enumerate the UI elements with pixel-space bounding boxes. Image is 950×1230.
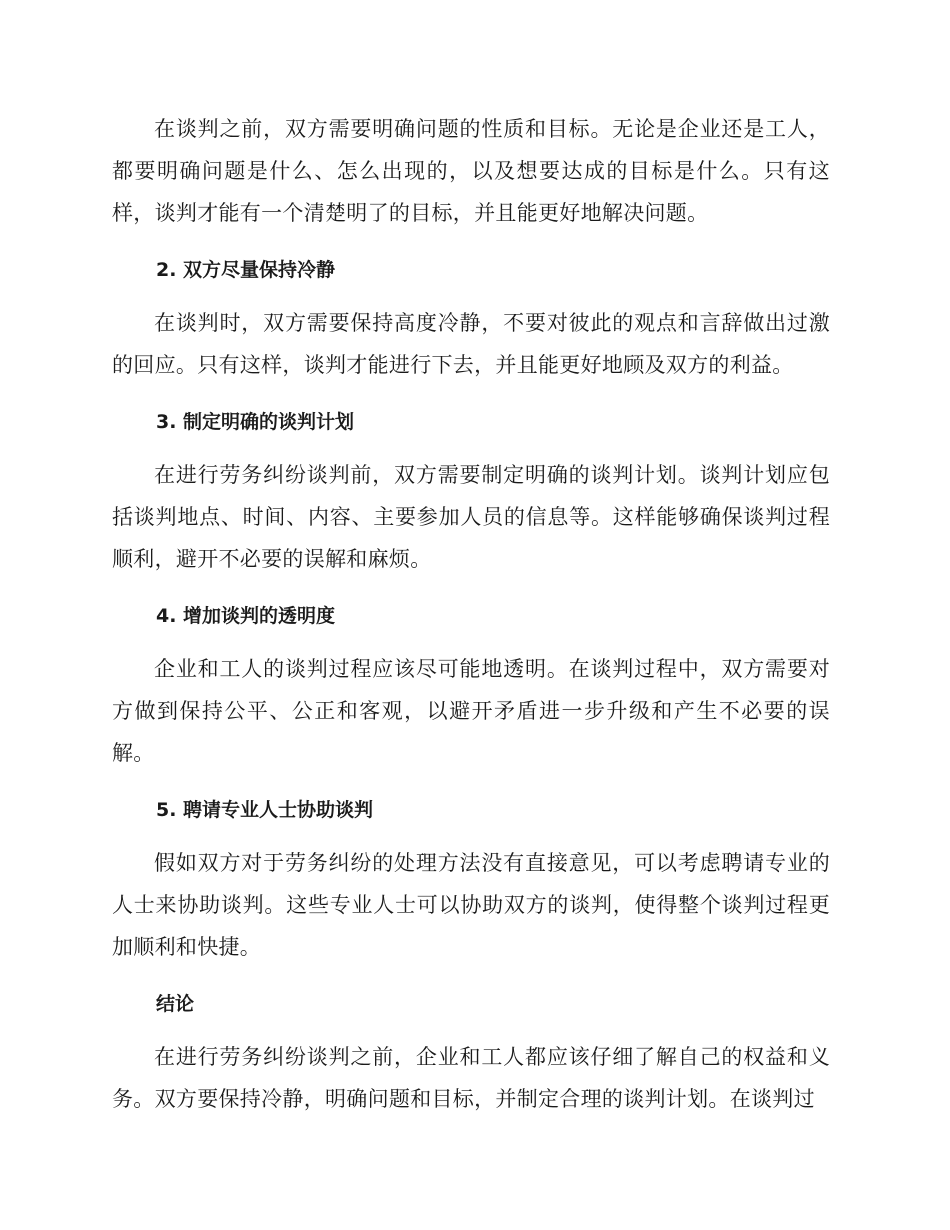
paragraph-conclusion: 在进行劳务纠纷谈判之前，企业和工人都应该仔细了解自己的权益和义务。双方要保持冷静，明确问题和目标，并制定合理的谈判计划。在谈判过 [112,1045,830,1111]
paragraph-clarify-goals: 在谈判之前，双方需要明确问题的性质和目标。无论是企业还是工人，都要明确问题是什么、怎么出现的，以及想要达成的目标是什么。只有这样，谈判才能有一个清楚明了的目标，并且能更好地解决问题。 [112,117,830,225]
paragraph-negotiation-plan: 在进行劳务纠纷谈判前，双方需要制定明确的谈判计划。谈判计划应包括谈判地点、时间、内容、主要参加人员的信息等。这样能够确保谈判过程顺利，避开不必要的误解和麻烦。 [112,463,830,571]
heading-professional-help: 5. 聘请专业人士协助谈判 [156,799,374,821]
heading-conclusion: 结论 [156,993,195,1015]
paragraph-transparency: 企业和工人的谈判过程应该尽可能地透明。在谈判过程中，双方需要对方做到保持公平、公正和客观，以避开矛盾进一步升级和产生不必要的误解。 [112,657,830,765]
heading-transparency: 4. 增加谈判的透明度 [156,605,336,627]
paragraph-professional-help: 假如双方对于劳务纠纷的处理方法没有直接意见，可以考虑聘请专业的人士来协助谈判。这些专业人士可以协助双方的谈判，使得整个谈判过程更加顺利和快捷。 [112,851,830,959]
paragraph-stay-calm: 在谈判时，双方需要保持高度冷静，不要对彼此的观点和言辞做出过激的回应。只有这样，谈判才能进行下去，并且能更好地顾及双方的利益。 [112,311,830,377]
heading-negotiation-plan: 3. 制定明确的谈判计划 [156,411,355,433]
heading-stay-calm: 2. 双方尽量保持冷静 [156,259,336,281]
